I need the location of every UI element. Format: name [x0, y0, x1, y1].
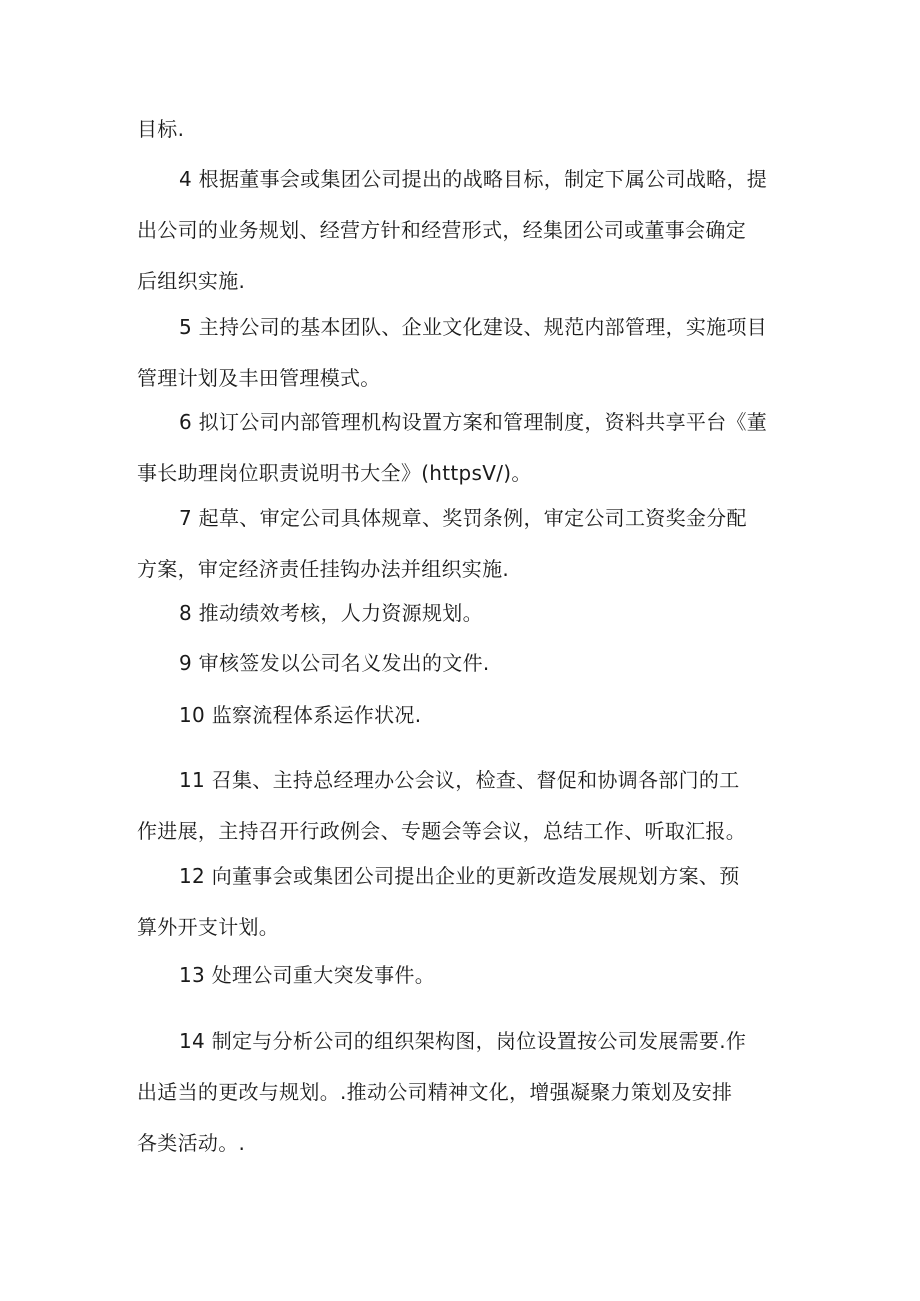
text-line: 7 起草、审定公司具体规章、奖罚条例，审定公司工资奖金分配: [179, 506, 747, 530]
paragraph-item-12: [137, 851, 787, 953]
text-line: 8 推动绩效考核，人力资源规划。: [179, 601, 483, 625]
text-line: 9 审核签发以公司名义发出的文件.: [179, 651, 490, 675]
text-line: 各类活动。.: [137, 1131, 246, 1155]
paragraph-continuation: [137, 104, 787, 155]
paragraph-item-6: [137, 397, 787, 499]
paragraph-item-14: [137, 1016, 787, 1169]
text-line: 方案，审定经济责任挂钩办法并组织实施.: [137, 557, 510, 581]
text-line: 5 主持公司的基本团队、企业文化建设、规范内部管理，实施项目: [179, 315, 768, 339]
text-line: 4 根据董事会或集团公司提出的战略目标，制定下属公司战略，提: [179, 167, 768, 191]
paragraph-item-11: [137, 755, 787, 857]
text-line: 后组织实施.: [137, 269, 246, 293]
text-line: 目标.: [137, 117, 185, 141]
text-line: 12 向董事会或集团公司提出企业的更新改造发展规划方案、预: [179, 864, 740, 888]
paragraph-item-5: [137, 302, 787, 404]
text-line: 作进展，主持召开行政例会、专题会等会议，总结工作、听取汇报。: [137, 819, 746, 843]
text-line: 出公司的业务规划、经营方针和经营形式，经集团公司或董事会确定: [137, 218, 746, 242]
text-line: 11 召集、主持总经理办公会议，检查、督促和协调各部门的工: [179, 768, 740, 792]
paragraph-item-9: [137, 638, 787, 689]
paragraph-item-8: [137, 588, 787, 639]
text-line: 出适当的更改与规划。.推动公司精神文化，增强凝聚力策划及安排: [137, 1080, 733, 1104]
text-line: 14 制定与分析公司的组织架构图，岗位设置按公司发展需要.作: [179, 1029, 747, 1053]
text-line: 10 监察流程体系运作状况.: [179, 703, 422, 727]
text-line: 事长助理岗位职责说明书大全》(httpsV/)。: [137, 461, 532, 485]
text-line: 6 拟订公司内部管理机构设置方案和管理制度，资料共享平台《董: [179, 410, 768, 434]
text-line: 管理计划及丰田管理模式。: [137, 366, 381, 390]
paragraph-item-13: [137, 950, 787, 1001]
paragraph-item-4: [137, 154, 787, 307]
text-line: 算外开支计划。: [137, 915, 280, 939]
text-line: 13 处理公司重大突发事件。: [179, 963, 436, 987]
paragraph-item-10: [137, 690, 787, 741]
paragraph-item-7: [137, 493, 787, 595]
